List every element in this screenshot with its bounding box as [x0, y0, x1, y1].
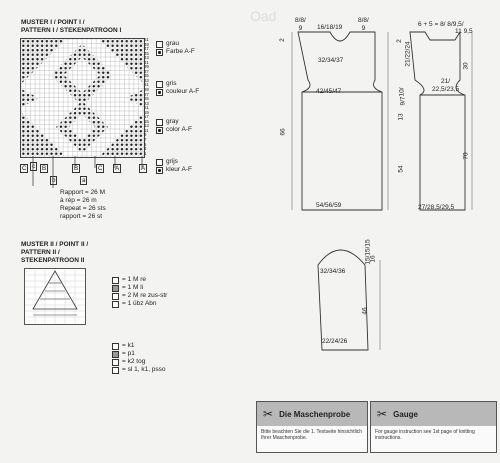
gauge-box-en: [370, 401, 497, 453]
gauge-de-header: [257, 402, 367, 426]
legend2-de: = 1 M re = 1 M li = 2 M re zus-str = 1 übz Abn: [112, 276, 167, 308]
chart-pattern-2-graphic: [25, 269, 85, 324]
row-numbers: 51 49 47 45 43 41 39 37 35 33 31 29 27 25 23 21 19 17 15 13 11 9 7 5 3 1: [144, 37, 149, 156]
empty-cell-icon: [156, 119, 163, 126]
k2tog-cell-icon: [112, 293, 119, 300]
gauge-en-text: For gauge instruction see 1st page of knitting instructions.: [375, 429, 475, 441]
purl-cell-icon: [112, 351, 119, 358]
sleeve-top: 32/34/36: [320, 268, 346, 275]
front-dim-13: 13: [397, 113, 405, 121]
front-dim-2: 2: [278, 38, 286, 42]
front-dim-54: 54: [397, 165, 405, 173]
knit-cell-icon: [112, 277, 119, 284]
chart-pattern-1: [20, 38, 145, 158]
front-armhole: 21/22/24: [404, 41, 412, 67]
front-bust: 32/34/37: [318, 57, 344, 64]
side-top: 6 + 5 = 8/ 8/9,5/: [418, 21, 464, 28]
dot-cell-icon: [156, 49, 163, 56]
marker-c-small: c: [32, 163, 36, 170]
needles-icon: ✂: [263, 407, 274, 421]
marker-c-left: C: [22, 165, 27, 172]
gauge-en-header: [371, 402, 496, 426]
sleeve-cap: 15/15/15: [364, 239, 372, 265]
gauge-en-title: Gauge: [393, 409, 418, 419]
side-top-2: 11 9,5: [455, 28, 473, 35]
side-dim-2: 2: [395, 39, 403, 43]
dot-cell-icon: [156, 167, 163, 174]
front-waist: 42/45/47: [316, 88, 342, 95]
ssk-cell-icon: [112, 301, 119, 308]
gauge-box-de: [256, 401, 368, 453]
dot-cell-icon: [156, 89, 163, 96]
marker-c-right: C: [98, 165, 103, 172]
legend-en: gray color A-F: [156, 118, 192, 134]
dot-cell-icon: [156, 127, 163, 134]
front-hem: 54/56/59: [316, 202, 342, 209]
chart-pattern-2: [24, 268, 86, 325]
front-shoulder-right: 8/8/ 9: [358, 17, 369, 32]
marker-a-right: A: [141, 165, 146, 172]
sleeve-cap-height: 16: [369, 255, 377, 263]
legend-de: grau Farbe A-F: [156, 40, 195, 56]
empty-cell-icon: [156, 41, 163, 48]
side-hem: 27/28,5/29,5: [418, 204, 455, 211]
chart-pattern-1-graphic: [21, 39, 144, 157]
purl-cell-icon: [112, 285, 119, 292]
front-shoulder-left: 8/8/ 9: [295, 17, 306, 32]
marker-a-small: a: [82, 177, 86, 184]
marker-b-right: B: [74, 165, 79, 172]
muster1-title: MUSTER I / POINT I / PATTERN I / STEKENPATROON I: [21, 19, 122, 34]
faded-heading: Oad: [250, 8, 277, 24]
side-length: 70: [462, 152, 470, 160]
k2tog-cell-icon: [112, 359, 119, 366]
legend-fr: gris couleur A-F: [156, 80, 199, 96]
empty-cell-icon: [156, 159, 163, 166]
marker-a-left: A: [115, 165, 120, 172]
gauge-de-title: Die Maschenprobe: [279, 409, 351, 419]
schematic-drawing: [270, 20, 500, 400]
front-side: 10/: [398, 87, 406, 97]
rapport-text: Rapport = 26 M à rép = 26 m Repeat = 26 sts rapport = 26 st: [60, 189, 106, 220]
muster2-title: MUSTER II / POINT II / PATTERN II / STEKENPATROON II: [21, 241, 89, 264]
legend2-en: = k1 = p1 = k2 tog = sl 1, k1, psso: [112, 342, 166, 374]
legend-nl: grijs kleur A-F: [156, 158, 192, 174]
empty-cell-icon: [156, 81, 163, 88]
sleeve-bottom: 22/24/26: [322, 338, 348, 345]
front-dim-9: 9/7: [399, 96, 407, 106]
front-length: 66: [279, 128, 287, 136]
front-neck: 16/18/19: [317, 24, 343, 31]
side-armhole: 21/ 22,5/23,5: [432, 78, 460, 93]
ssk-cell-icon: [112, 367, 119, 374]
needles-icon: ✂: [377, 407, 388, 421]
sleeve-length: 46: [361, 307, 369, 315]
knit-cell-icon: [112, 343, 119, 350]
gauge-de-text: Bitte beachten Sie die 1. Textseite hinsichtlich Ihrer Maschenprobe.: [261, 429, 363, 441]
side-height-30: 30: [462, 62, 470, 70]
marker-b-left: B: [42, 165, 47, 172]
marker-b-small: b: [52, 177, 56, 184]
